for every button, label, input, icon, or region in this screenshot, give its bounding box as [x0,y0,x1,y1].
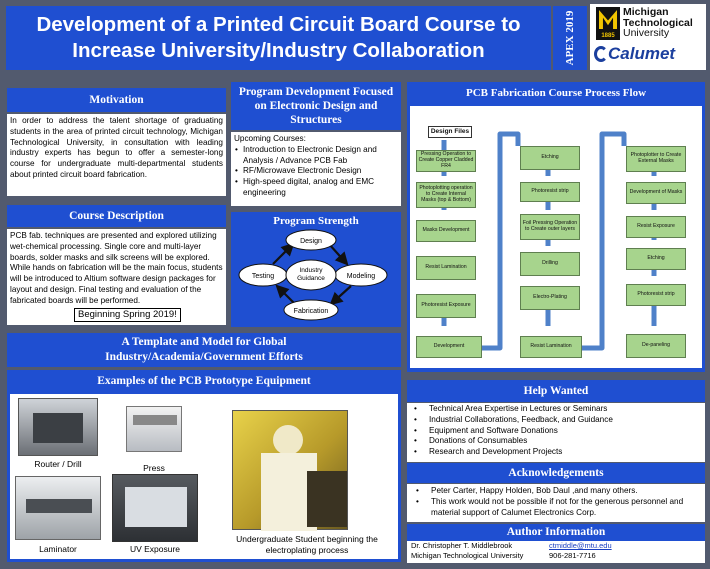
flow-panel [407,82,705,372]
help-box [407,403,705,462]
help-item: • Equipment and Software Donations [413,426,700,437]
mtu-line2: Technological [623,16,693,29]
plating-tank [307,471,347,527]
mtu-logo [596,7,620,40]
examples-panel [7,370,401,562]
mtu-wordmark [623,7,693,39]
development-item: • Introduction to Electronic Design and Analysis / Advance PCB Fab [234,145,398,167]
course-text: PCB fab. techniques are presented and explored utilizing wet-chemical processing. Single core and multi-layer boards, solder masks and silk screens will be explored. While hands on fabrication will be the main focus, students will be introduced to Altium software design packages for layout and design. Final testing and evaluation of the fabricated boards will be performed. [10,231,223,305]
calumet-swoosh [594,46,608,62]
strength-label-fabrication: Fabrication [293,308,329,315]
flow-step: Masks Development [416,220,476,242]
strength-diagram [231,228,401,326]
flow-step: Development of Masks [626,182,686,204]
flow-step: Resist Lamination [520,336,582,358]
strength-label-testing: Testing [251,273,275,280]
poster-title-line1: Development of a Printed Circuit Board Course to [36,13,521,36]
laminator-roller [26,499,92,513]
flow-step: De-paneling [626,334,686,358]
flow-body [410,106,702,368]
author-header: Author Information [407,524,705,541]
press-caption: Press [143,463,165,473]
strength-label-modeling: Modeling [346,273,376,280]
strength-label-design: Design [300,238,322,245]
flow-step: Etching [626,248,686,270]
mtu-year: 1885 [601,33,615,39]
development-header: Program Development Focused on Electronic Design and Structures [231,82,401,130]
course-header: Course Description [7,205,226,227]
apex-label [553,6,587,70]
help-item: • Donations of Consumables [413,436,700,447]
router-body [33,413,83,443]
strength-header: Program Strength [273,215,359,227]
strength-panel [231,212,401,327]
motivation-header: Motivation [7,88,226,112]
flow-step: Drilling [520,252,580,276]
author-box [407,541,705,563]
ack-item: • This work would not be possible if not for the generous personnel and material support of Calumet Electronics Corp. [415,497,700,519]
flow-header: PCB Fabrication Course Process Flow [465,87,647,99]
development-item: • High-speed digital, analog and EMC engineering [234,177,398,199]
mtu-line3: University [623,27,670,39]
poster-title-line2: Increase University/Industry Collaboration [72,39,485,62]
examples-body [10,394,398,559]
motivation-text: In order to address the talent shortage of graduating students in the area of printed circuit technology, Michigan Technological University, in consultation with leading industry experts has begun to offer a semester-long course for undergraduate multi-departmental students about printed circuit board fabrication. [7,114,226,196]
uv-exposure-photo [112,474,198,542]
calumet-wordmark: Calumet [608,44,676,63]
flow-step: Photoresist strip [626,284,686,306]
start-badge: Beginning Spring 2019! [74,308,181,323]
flow-step: Pressing Operation to Create Copper Cladded FR4 [416,150,476,172]
flow-step: Resist Exposure [626,216,686,238]
apex-text: APEX 2019 [564,10,576,66]
ack-header: Acknowledgements [407,463,705,483]
student-photo [232,410,348,530]
logo-panel [590,4,706,70]
uv-glass [125,487,187,527]
course-description [7,229,226,325]
help-header: Help Wanted [407,380,705,402]
ack-box [407,484,705,522]
press-photo [126,406,182,452]
strength-center-label: Industry Guidance [297,267,325,282]
examples-header: Examples of the PCB Prototype Equipment [97,375,311,387]
template-banner: A Template and Model for Global Industry/Academia/Government Efforts [7,333,401,367]
flow-step: Photoresist Exposure [416,294,476,318]
flow-step: Foil Pressing Operation to Create outer layers [520,214,580,240]
help-item: • Technical Area Expertise in Lectures or Seminars [413,404,700,415]
student-head [273,425,303,455]
development-intro: Upcoming Courses: [234,134,306,143]
author-name: Dr. Christopher T. Middlebrook [411,541,513,550]
design-files-step: Design Files [428,126,472,138]
development-item: • RF/Microwave Electronic Design [234,166,398,177]
flow-step: Photoresist strip [520,182,580,202]
flow-step: Photoplotter to Create External Masks [626,146,686,172]
title-banner [6,6,551,70]
flow-step: Resist Lamination [416,256,476,280]
laminator-caption: Laminator [39,544,77,554]
development-box [231,132,401,206]
router-drill-photo [18,398,98,456]
mtu-logo-mark [599,10,617,29]
flow-step: Development [416,336,482,358]
author-phone: 906-281-7716 [549,551,596,560]
ack-item: • Peter Carter, Happy Holden, Bob Daul ,and many others. [415,486,700,497]
laminator-photo [15,476,101,540]
press-plate [133,415,177,425]
flow-step: Etching [520,146,580,170]
calumet-logo [594,44,704,66]
uv-exposure-caption: UV Exposure [129,544,181,554]
author-org: Michigan Technological University [411,551,524,560]
help-item: • Industrial Collaborations, Feedback, and Guidance [413,415,700,426]
author-email-link[interactable]: ctmiddle@mtu.edu [549,541,612,550]
help-item: • Research and Development Projects [413,447,700,458]
flow-step: Photoplotting operation to Create Internal Masks (top & Bottom) [416,182,476,208]
student-caption: Undergraduate Student beginning the electroplating process [236,534,378,555]
mtu-line1: Michigan [623,6,669,18]
router-caption: Router / Drill [34,459,82,469]
flow-step: Electro-Plating [520,286,580,310]
